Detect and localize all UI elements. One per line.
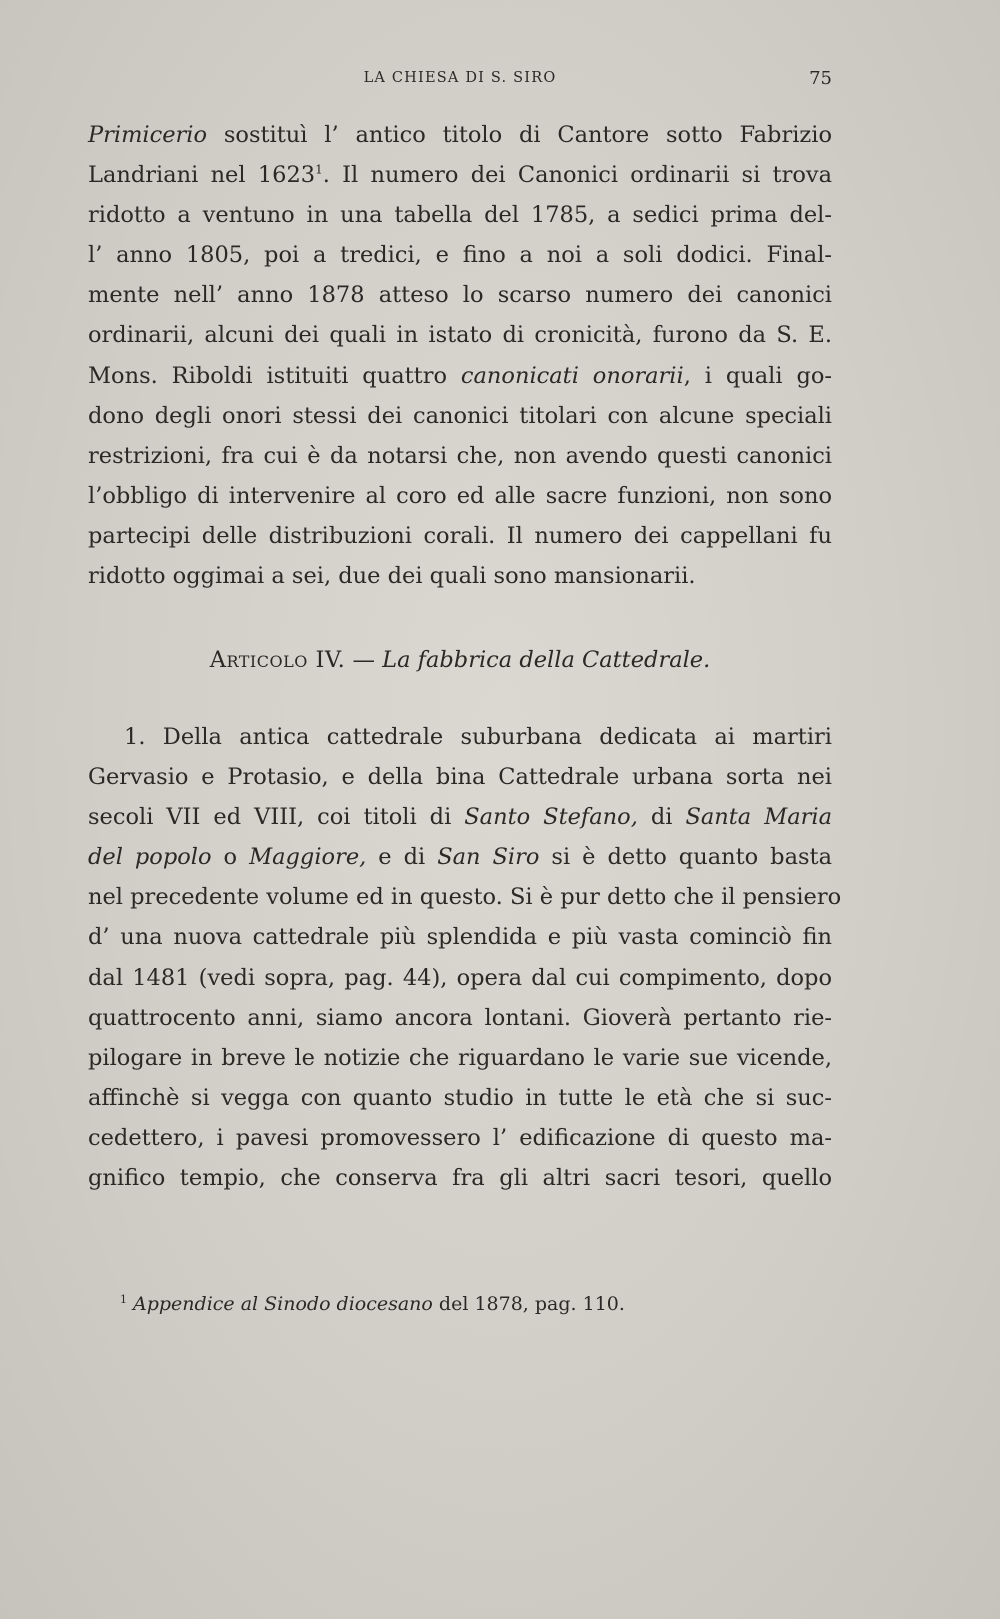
text-line — [88, 476, 832, 516]
text-run: del 1878, pag. 110. — [432, 1293, 625, 1315]
italic-text: del popolo — [88, 844, 212, 871]
text-line — [88, 958, 832, 998]
text-line — [88, 917, 832, 957]
page-number: 75 — [809, 68, 832, 89]
text-line — [88, 877, 842, 917]
text-run: l’obbligo di intervenire al coro ed alle sacre funzioni, non sono — [88, 482, 832, 509]
text-line — [88, 195, 832, 235]
text-run: o — [211, 844, 250, 871]
text-run: , i quali go- — [683, 362, 833, 389]
text-run: gnifico tempio, che conserva fra gli altri sacri tesori, quello — [88, 1165, 832, 1192]
text-line — [88, 998, 832, 1038]
text-run: quattrocento anni, siamo ancora lontani. Gioverà pertanto rie- — [88, 1004, 832, 1031]
italic-text: canonicati onorarii — [460, 362, 684, 389]
text-line — [88, 356, 832, 396]
italic-text: Santa Maria — [685, 804, 833, 831]
text-run: . Il numero dei Canonici ordinarii si trova — [322, 162, 833, 189]
text-line — [88, 717, 832, 757]
footnote-marker: 1 — [120, 1292, 127, 1306]
text-run: partecipi delle distribuzioni corali. Il numero dei cappellani fu — [88, 522, 832, 549]
text-run: secoli VII ed VIII, coi titoli di — [88, 804, 465, 831]
text-run: ridotto oggimai a sei, due dei quali sono mansionarii. — [88, 563, 696, 590]
text-line — [88, 235, 832, 275]
italic-text: Maggiore, — [249, 844, 367, 871]
text-run: si è detto quanto basta — [539, 844, 832, 871]
text-line — [88, 396, 832, 436]
text-run: restrizioni, fra cui è da notarsi che, non avendo questi canonici — [88, 442, 832, 469]
text-line — [88, 275, 832, 315]
text-run: cedettero, i pavesi promovessero l’ edificazione di questo ma- — [88, 1124, 832, 1151]
text-run: mente nell’ anno 1878 atteso lo scarso numero dei canonici — [88, 282, 832, 309]
paragraph-cathedral — [88, 717, 842, 1198]
text-run: Mons. Riboldi istituiti quattro — [88, 362, 461, 389]
text-run: sostituì l’ antico titolo di Cantore sotto Fabrizio — [207, 122, 832, 148]
text-line — [88, 757, 832, 797]
text-run: nel precedente volume ed in questo. Si è pur detto che il pensiero — [88, 884, 842, 911]
text-line — [88, 516, 832, 556]
text-run: e di — [366, 844, 438, 871]
text-run: di — [637, 804, 686, 831]
italic-text: San Siro — [437, 844, 540, 871]
footnote-reference: 1 — [315, 162, 323, 177]
italic-text: Santo Stefano, — [464, 804, 638, 831]
paragraph-canons — [88, 115, 832, 596]
text-run: 1. Della antica cattedrale suburbana dedicata ai martiri — [124, 724, 832, 750]
text-line — [88, 1118, 832, 1158]
italic-text: Primicerio — [88, 122, 208, 148]
text-run: ridotto a ventuno in una tabella del 1785, a sedici prima del- — [88, 202, 832, 229]
text-line — [88, 436, 832, 476]
section-heading — [88, 640, 832, 680]
text-run: Landriani nel 1623 — [88, 162, 316, 189]
text-line — [88, 797, 832, 837]
heading-dash: — — [345, 647, 383, 673]
text-run: l’ anno 1805, poi a tredici, e fino a noi a soli dodici. Final- — [88, 242, 832, 269]
text-run: pilogare in breve le notizie che riguardano le varie sue vicende, — [88, 1044, 832, 1071]
text-line — [88, 155, 832, 195]
text-line — [88, 837, 832, 877]
text-line — [88, 1078, 832, 1118]
text-line — [88, 1038, 832, 1078]
text-line — [88, 556, 832, 596]
text-run: d’ una nuova cattedrale più splendida e più vasta cominciò fin — [88, 924, 832, 951]
footnote — [120, 1290, 820, 1318]
text-line — [88, 1158, 832, 1198]
article-title: La fabbrica della Cattedrale. — [382, 647, 711, 673]
text-line — [88, 115, 832, 155]
text-run: ordinarii, alcuni dei quali in istato di cronicità, furono da S. E. — [88, 322, 832, 349]
running-title: LA CHIESA DI S. SIRO — [363, 70, 557, 86]
text-line — [88, 315, 832, 355]
page-header — [88, 66, 832, 92]
italic-text: Appendice al Sinodo diocesano — [133, 1293, 433, 1315]
text-run: dono degli onori stessi dei canonici titolari con alcune speciali — [88, 402, 832, 429]
text-run: dal 1481 (vedi sopra, pag. 44), opera dal cui compimento, dopo — [88, 964, 832, 991]
text-run: Gervasio e Protasio, e della bina Cattedrale urbana sorta nei — [88, 764, 832, 791]
text-run: affinchè si vegga con quanto studio in tutte le età che si suc- — [88, 1084, 832, 1111]
article-label: Articolo IV. — [209, 647, 346, 673]
